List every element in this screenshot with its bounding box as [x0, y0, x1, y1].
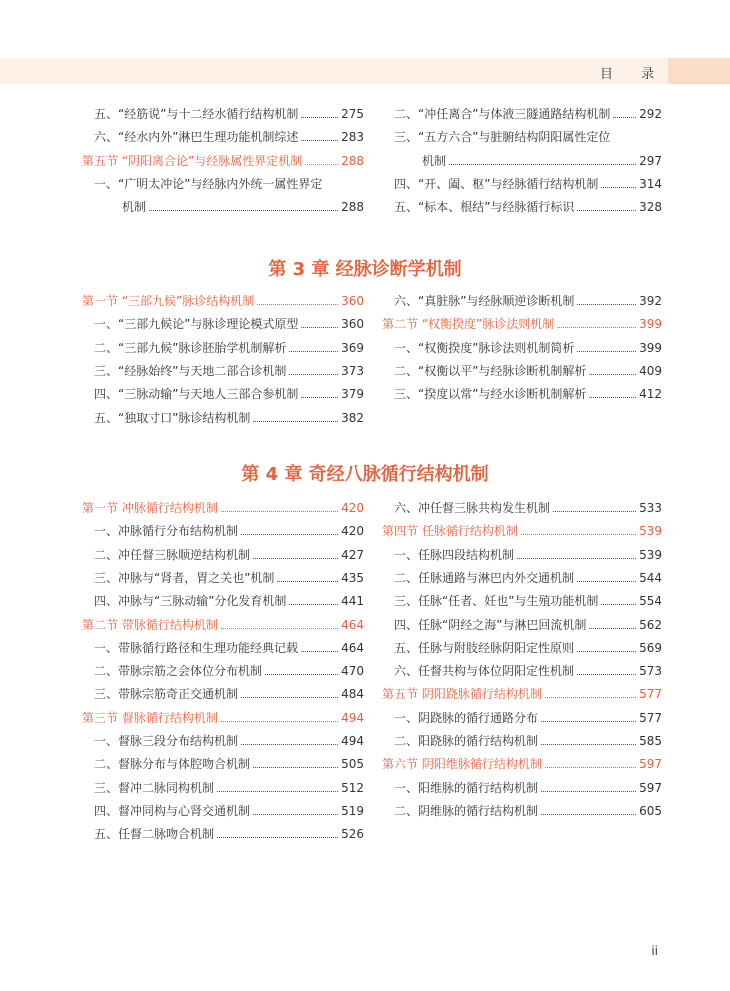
chapter-4-title: 第 4 章 奇经八脉循行结构机制: [241, 464, 489, 485]
toc-section-entry[interactable]: [82, 707, 364, 725]
toc-entry-title: 机制: [422, 153, 447, 168]
toc-entry[interactable]: [382, 383, 662, 401]
dot-leader: [577, 210, 636, 211]
toc-entry-title: 第二节 带脉循行结构机制: [82, 617, 218, 632]
toc-entry-title: 一、“广明太冲论”与经脉内外统一属性界定: [94, 176, 323, 191]
toc-entry-title: 机制: [122, 200, 147, 215]
dot-leader: [217, 837, 338, 838]
toc-entry[interactable]: [82, 544, 364, 562]
dot-leader: [301, 651, 338, 652]
toc-entry-title: 六、“真脏脉”与经脉顺逆诊断机制: [394, 294, 575, 308]
dot-leader: [289, 374, 338, 375]
toc-page-number: 577: [639, 687, 662, 702]
toc-entry[interactable]: [382, 103, 662, 121]
toc-entry-title: 五、任脉与附肢经脉阴阳定性原则: [394, 640, 575, 655]
dot-leader: [521, 534, 636, 535]
toc-page-number: 275: [341, 107, 364, 121]
toc-entry-title: 一、督脉三段分布结构机制: [94, 734, 239, 748]
toc-entry[interactable]: [82, 173, 364, 191]
toc-entry-title: 三、“经脉始终”与天地二部合诊机制: [94, 363, 287, 378]
toc-section-entry[interactable]: [382, 313, 662, 331]
dot-leader: [541, 791, 636, 792]
dot-leader: [589, 628, 636, 629]
toc-entry[interactable]: [382, 614, 662, 632]
toc-entry[interactable]: [382, 290, 662, 308]
page-title: 目 录: [600, 67, 667, 82]
dot-leader: [253, 814, 338, 815]
dot-leader: [277, 581, 338, 582]
toc-entry-title: 第五节 阴阳跷脉循行结构机制: [382, 687, 542, 702]
toc-entry[interactable]: [82, 383, 364, 401]
toc-entry-title: 五、“标本、根结”与经脉循行标识: [394, 200, 575, 215]
toc-entry-title: 四、冲脉与“三脉动输”分化发育机制: [94, 594, 287, 609]
toc-entry-title: 第一节 冲脉循行结构机制: [82, 501, 218, 515]
toc-page-number: 420: [341, 501, 364, 515]
dot-leader: [241, 697, 338, 698]
toc-entry-title: 五、“经筋说”与十二经水循行结构机制: [94, 107, 299, 121]
dot-leader: [241, 534, 338, 535]
toc-page-number: 539: [639, 547, 662, 562]
dot-leader: [601, 604, 636, 605]
toc-entry-title: 四、“开、阖、枢”与经脉循行结构机制: [394, 176, 599, 191]
toc-page-number: 494: [341, 734, 364, 748]
toc-page-number: 288: [341, 200, 364, 215]
toc-page-number: 554: [639, 594, 662, 609]
toc-page-number: 412: [639, 387, 662, 402]
dot-leader: [149, 210, 338, 211]
toc-page-number: 484: [341, 687, 364, 702]
toc-entry[interactable]: [382, 707, 662, 725]
toc-entry-title: 四、任脉“阴经之海”与淋巴回流机制: [394, 617, 587, 632]
toc-entry-title: 五、“独取寸口”脉诊结构机制: [94, 410, 251, 425]
toc-entry[interactable]: [382, 567, 662, 585]
toc-entry[interactable]: [382, 777, 662, 795]
toc-entry-title: 一、阴跷脉的循行通路分布: [394, 710, 539, 725]
toc-page-number: 379: [341, 387, 364, 402]
toc-section-entry[interactable]: [82, 290, 364, 308]
dot-leader: [253, 421, 338, 422]
toc-entry[interactable]: [82, 683, 364, 701]
dot-leader: [541, 721, 636, 722]
toc-entry[interactable]: [82, 637, 364, 655]
toc-page-number: 369: [341, 340, 364, 355]
toc-entry-title: 五、任督二脉吻合机制: [94, 827, 215, 842]
toc-entry-title: 二、督脉分布与体腔吻合机制: [94, 757, 251, 772]
toc-entry-title: 四、“三脉动输”与天地人三部合参机制: [94, 387, 299, 402]
toc-page-number: 505: [341, 757, 364, 772]
toc-entry[interactable]: [82, 800, 364, 818]
toc-entry-title: 三、督冲二脉同构机制: [94, 780, 215, 795]
dot-leader: [553, 511, 636, 512]
toc-entry-title: 三、“揆度以常”与经水诊断机制解析: [394, 387, 587, 402]
toc-section-entry[interactable]: [382, 753, 662, 771]
toc-page-number: 409: [639, 363, 662, 378]
toc-page-number: 562: [639, 617, 662, 632]
toc-entry[interactable]: [82, 196, 364, 214]
page-number: ii: [651, 944, 658, 958]
toc-entry-title: 第二节 “权衡揆度”脉诊法则机制: [382, 317, 555, 332]
toc-section-entry[interactable]: [82, 150, 364, 168]
dot-leader: [305, 164, 338, 165]
toc-column-top-left: [82, 103, 364, 233]
dot-leader: [541, 814, 636, 815]
toc-entry[interactable]: [82, 126, 364, 144]
toc-page-number: 328: [639, 200, 662, 215]
dot-leader: [601, 187, 636, 188]
toc-entry[interactable]: [82, 590, 364, 608]
dot-leader: [253, 767, 338, 768]
toc-page-number: 435: [341, 570, 364, 585]
toc-entry-title: 一、“权衡揆度”脉诊法则机制简析: [394, 340, 575, 355]
header-tab: [668, 58, 730, 84]
toc-page-number: 441: [341, 594, 364, 609]
dot-leader: [449, 164, 636, 165]
toc-entry[interactable]: [82, 823, 364, 841]
dot-leader: [289, 351, 338, 352]
toc-page-number: 427: [341, 547, 364, 562]
toc-page-number: 470: [341, 664, 364, 679]
toc-page-number: 464: [341, 640, 364, 655]
toc-entry-title: 三、任脉“任者、妊也”与生殖功能机制: [394, 594, 599, 609]
toc-entry-title: 第五节 “阴阳离合论”与经脉属性界定机制: [82, 153, 303, 168]
toc-page-number: 283: [341, 130, 364, 145]
dot-leader: [589, 374, 636, 375]
toc-page-number: 464: [341, 617, 364, 632]
dot-leader: [301, 140, 338, 141]
toc-entry-title: 一、冲脉循行分布结构机制: [94, 524, 239, 539]
toc-column-ch4-right: [382, 497, 662, 867]
dot-leader: [221, 628, 338, 629]
toc-entry[interactable]: [82, 360, 364, 378]
toc-entry[interactable]: [382, 150, 662, 168]
dot-leader: [577, 351, 636, 352]
toc-page-number: 573: [639, 664, 662, 679]
toc-page-number: 399: [639, 317, 662, 332]
toc-page-number: 533: [639, 501, 662, 515]
toc-entry[interactable]: [82, 567, 364, 585]
toc-entry[interactable]: [82, 407, 364, 425]
chapter-3-title: 第 3 章 经脉诊断学机制: [268, 259, 462, 280]
dot-leader: [613, 117, 636, 118]
toc-page-number: 420: [341, 524, 364, 539]
toc-entry[interactable]: [82, 753, 364, 771]
toc-entry-title: 三、冲脉与“肾者，胃之关也”机制: [94, 570, 275, 585]
toc-entry-title: 二、冲任督三脉顺逆结构机制: [94, 547, 251, 562]
toc-entry-title: 第四节 任脉循行结构机制: [382, 524, 518, 539]
toc-section-entry[interactable]: [82, 497, 364, 515]
toc-entry[interactable]: [382, 544, 662, 562]
toc-entry-title: 六、“经水内外”淋巴生理功能机制综述: [94, 130, 299, 145]
toc-entry-title: 六、任督共构与体位阴阳定性机制: [394, 664, 575, 679]
header-band: [0, 58, 730, 84]
dot-leader: [289, 604, 338, 605]
dot-leader: [257, 304, 338, 305]
toc-entry-title: 二、阴维脉的循行结构机制: [394, 803, 539, 818]
toc-page-number: 585: [639, 734, 662, 748]
toc-entry-title: 二、“权衡以平”与经脉诊断机制解析: [394, 363, 587, 378]
dot-leader: [577, 304, 636, 305]
toc-entry-title: 二、任脉通路与淋巴内外交通机制: [394, 570, 575, 585]
toc-page-number: 292: [639, 107, 662, 121]
toc-entry[interactable]: [382, 660, 662, 678]
toc-entry[interactable]: [382, 590, 662, 608]
dot-leader: [589, 397, 636, 398]
toc-entry[interactable]: [382, 337, 662, 355]
toc-entry-title: 二、阳跷脉的循行结构机制: [394, 734, 539, 748]
dot-leader: [301, 117, 338, 118]
toc-entry[interactable]: [382, 126, 662, 144]
toc-column-ch4-left: [82, 497, 364, 867]
dot-leader: [241, 744, 338, 745]
dot-leader: [577, 674, 636, 675]
toc-entry-title: 四、督冲同构与心肾交通机制: [94, 803, 251, 818]
dot-leader: [577, 581, 636, 582]
dot-leader: [545, 697, 636, 698]
toc-page-number: 577: [639, 710, 662, 725]
dot-leader: [301, 327, 338, 328]
toc-section-entry[interactable]: [82, 614, 364, 632]
toc-page-number: 297: [639, 153, 662, 168]
dot-leader: [221, 721, 338, 722]
dot-leader: [221, 511, 338, 512]
dot-leader: [217, 791, 338, 792]
toc-page-number: 519: [341, 803, 364, 818]
toc-entry[interactable]: [382, 637, 662, 655]
toc-column-ch3-left: [82, 290, 364, 440]
toc-column-top-right: [382, 103, 662, 233]
toc-page-number: 494: [341, 710, 364, 725]
toc-page-number: 360: [341, 294, 364, 308]
toc-page-number: 569: [639, 640, 662, 655]
toc-page-number: 360: [341, 317, 364, 332]
dot-leader: [265, 674, 338, 675]
toc-column-ch3-right: [382, 290, 662, 440]
dot-leader: [557, 327, 636, 328]
toc-entry[interactable]: [82, 730, 364, 748]
toc-entry-title: 第一节 “三部九候”脉诊结构机制: [82, 294, 255, 308]
toc-entry[interactable]: [382, 196, 662, 214]
toc-page-number: 539: [639, 524, 662, 539]
toc-entry-title: 六、冲任督三脉共构发生机制: [394, 501, 551, 515]
dot-leader: [545, 767, 636, 768]
toc-entry[interactable]: [82, 520, 364, 538]
toc-entry-title: 一、“三部九候论”与脉诊理论模式原型: [94, 317, 299, 332]
toc-entry-title: 第六节 阴阳维脉循行结构机制: [382, 757, 542, 772]
dot-leader: [517, 558, 636, 559]
toc-entry-title: 二、“冲任离合”与体液三隧通路结构机制: [394, 107, 611, 121]
toc-page-number: 544: [639, 570, 662, 585]
toc-entry-title: 一、带脉循行路径和生理功能经典记载: [94, 640, 299, 655]
dot-leader: [301, 397, 338, 398]
toc-page-number: 382: [341, 410, 364, 425]
toc-page-number: 288: [341, 153, 364, 168]
toc-entry-title: 二、“三部九候”脉诊胚胎学机制解析: [94, 340, 287, 355]
toc-entry-title: 三、带脉宗筋奇正交通机制: [94, 687, 239, 702]
toc-entry-title: 三、“五方六合”与脏腑结构阴阳属性定位: [394, 130, 611, 145]
toc-section-entry[interactable]: [382, 520, 662, 538]
toc-entry[interactable]: [82, 660, 364, 678]
dot-leader: [541, 744, 636, 745]
toc-page-number: 399: [639, 340, 662, 355]
toc-entry-title: 二、带脉宗筋之会体位分布机制: [94, 664, 263, 679]
toc-page-number: 597: [639, 780, 662, 795]
toc-page-number: 392: [639, 294, 662, 308]
toc-page-number: 605: [639, 803, 662, 818]
toc-entry-title: 一、阳维脉的循行结构机制: [394, 780, 539, 795]
toc-entry-title: 第三节 督脉循行结构机制: [82, 710, 218, 725]
toc-entry-title: 一、任脉四段结构机制: [394, 547, 515, 562]
dot-leader: [253, 558, 338, 559]
toc-entry[interactable]: [382, 497, 662, 515]
toc-entry[interactable]: [82, 337, 364, 355]
toc-page-number: 314: [639, 176, 662, 191]
dot-leader: [577, 651, 636, 652]
toc-entry[interactable]: [382, 360, 662, 378]
toc-entry[interactable]: [82, 313, 364, 331]
toc-entry[interactable]: [82, 777, 364, 795]
toc-entry[interactable]: [382, 730, 662, 748]
toc-entry[interactable]: [82, 103, 364, 121]
toc-section-entry[interactable]: [382, 683, 662, 701]
toc-page-number: 526: [341, 827, 364, 842]
toc-page-number: 512: [341, 780, 364, 795]
toc-entry[interactable]: [382, 173, 662, 191]
toc-page-number: 373: [341, 363, 364, 378]
toc-page-number: 597: [639, 757, 662, 772]
toc-entry[interactable]: [382, 800, 662, 818]
